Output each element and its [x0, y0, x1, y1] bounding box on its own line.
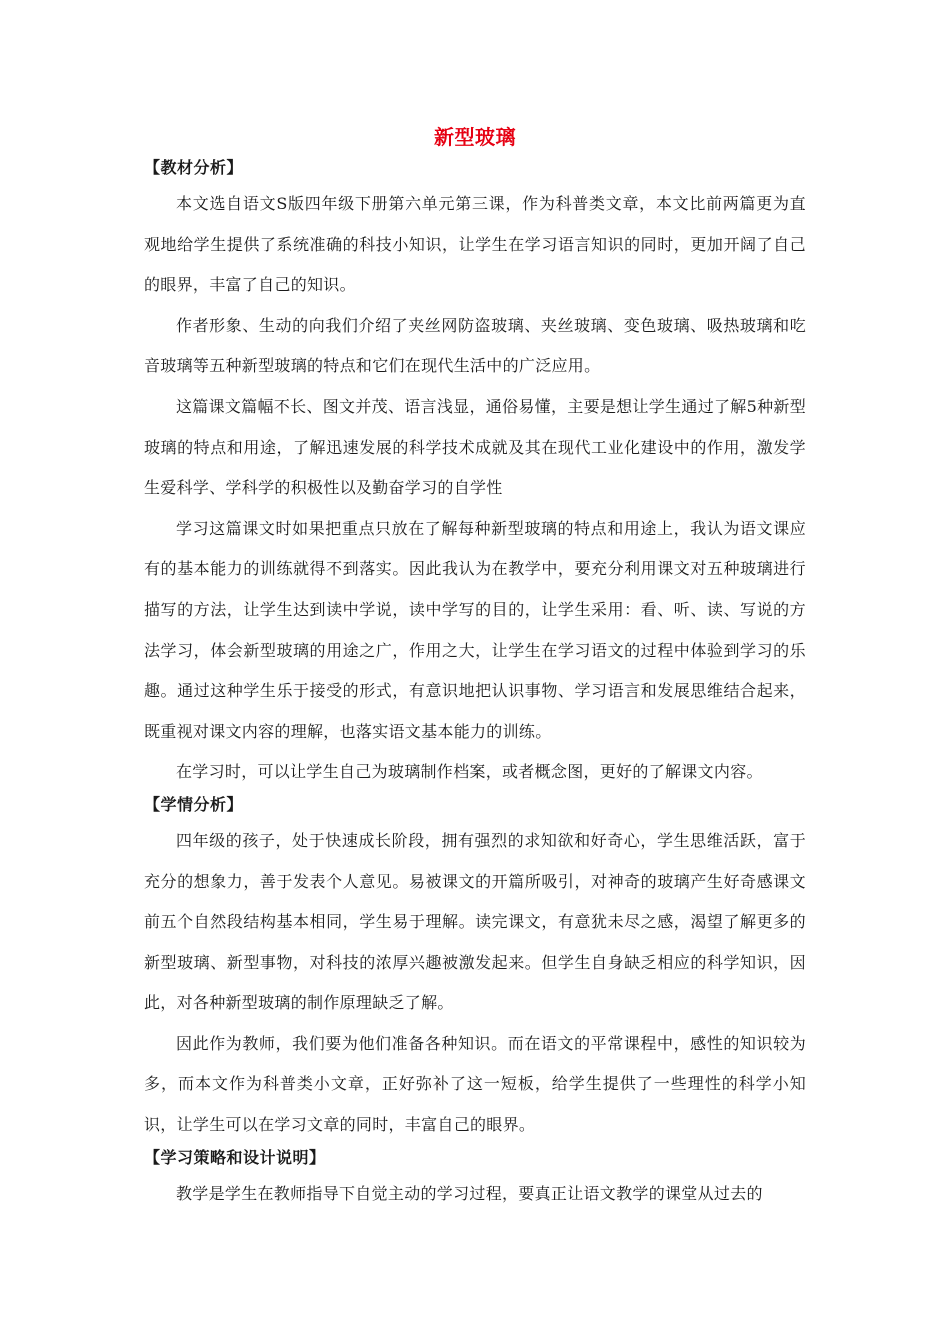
paragraph: 作者形象、生动的向我们介绍了夹丝网防盗玻璃、夹丝玻璃、变色玻璃、吸热玻璃和吃音玻璃等五种新型玻璃的特点和它们在现代生活中的广泛应用。 [144, 315, 806, 376]
section-learning-strategy [144, 1146, 806, 1215]
paragraph: 这篇课文篇幅不长、图文并茂、语言浅显，通俗易懂，主要是想让学生通过了解5种新型玻璃的特点和用途，了解迅速发展的科学技术成就及其在现代工业化建设中的作用，激发学生爱科学、学科学的积极性以及勤奋学习的自学性 [144, 396, 806, 498]
document-body [144, 118, 806, 1214]
section-learner-analysis [144, 793, 806, 1146]
section-textbook-analysis [144, 156, 806, 793]
section-heading: 【学习策略和设计说明】 [144, 1147, 326, 1167]
paragraph: 因此作为教师，我们要为他们准备各种知识。而在语文的平常课程中，感性的知识较为多，而本文作为科普类小文章，正好弥补了这一短板，给学生提供了一些理性的科学小知识，让学生可以在学习文章的同时，丰富自己的眼界。 [144, 1033, 806, 1135]
paragraph: 教学是学生在教师指导下自觉主动的学习过程，要真正让语文教学的课堂从过去的 [176, 1183, 763, 1203]
paragraph: 在学习时，可以让学生自己为玻璃制作档案，或者概念图，更好的了解课文内容。 [176, 762, 763, 782]
section-heading: 【教材分析】 [144, 158, 244, 177]
paragraph: 本文选自语文S版四年级下册第六单元第三课，作为科普类文章，本文比前两篇更为直观地给学生提供了系统准确的科技小知识，让学生在学习语言知识的同时，更加开阔了自己的眼界，丰富了自己的知识。 [144, 194, 806, 295]
section-heading: 【学情分析】 [144, 794, 244, 814]
document-title: 新型玻璃 [434, 125, 516, 149]
paragraph: 学习这篇课文时如果把重点只放在了解每种新型玻璃的特点和用途上，我认为语文课应有的基本能力的训练就得不到落实。因此我认为在教学中，要充分利用课文对五种玻璃进行描写的方法，让学生达到读中学说，读中学写的目的，让学生采用：看、听、读、写说的方法学习，体会新型玻璃的用途之广，作用之大，让学生在学习语文的过程中体验到学习的乐趣。通过这种学生乐于接受的形式，有意识地把认识事物、学习语言和发展思维结合起来，既重视对课文内容的理解，也落实语文基本能力的训练。 [144, 518, 806, 741]
paragraph: 四年级的孩子，处于快速成长阶段，拥有强烈的求知欲和好奇心，学生思维活跃，富于充分的想象力，善于发表个人意见。易被课文的开篇所吸引，对神奇的玻璃产生好奇感课文前五个自然段结构基本相同，学生易于理解。读完课文，有意犹未尽之感，渴望了解更多的新型玻璃、新型事物，对科技的浓厚兴趣被激发起来。但学生自身缺乏相应的科学知识，因此，对各种新型玻璃的制作原理缺乏了解。 [144, 830, 806, 1013]
